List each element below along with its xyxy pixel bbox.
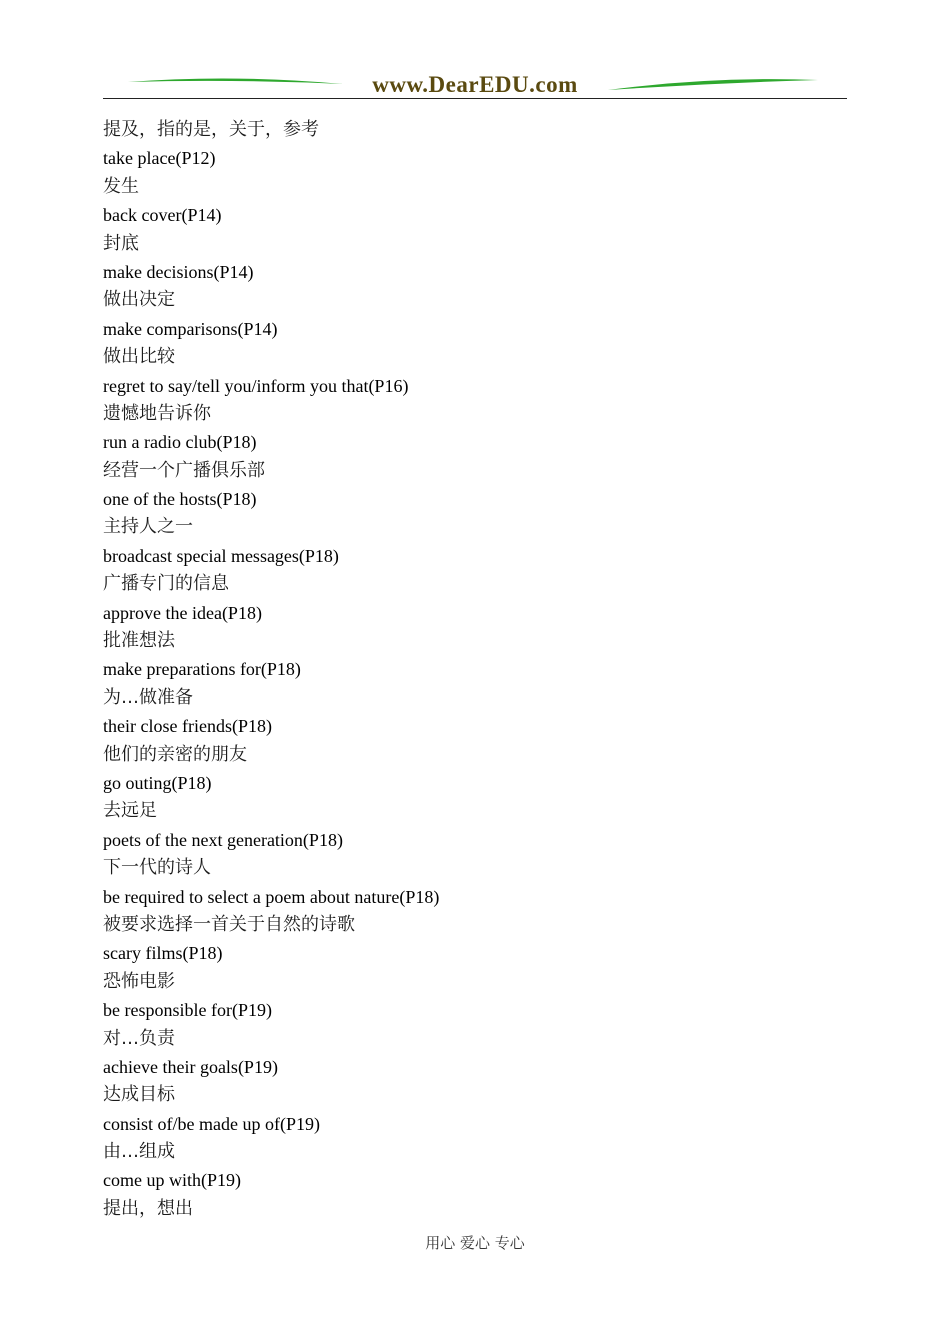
chinese-translation: 批准想法 [103, 630, 175, 652]
chinese-translation: 做出比较 [103, 346, 175, 368]
english-phrase: regret to say/tell you/inform you that(P16) [103, 375, 409, 396]
chinese-translation: 下一代的诗人 [103, 857, 211, 879]
english-phrase: be required to select a poem about nature(P18) [103, 886, 440, 907]
chinese-translation: 对…负责 [103, 1027, 175, 1049]
english-phrase: scary films(P18) [103, 943, 223, 964]
english-phrase: run a radio club(P18) [103, 432, 257, 453]
page-header [103, 70, 847, 100]
english-phrase: poets of the next generation(P18) [103, 829, 343, 850]
english-phrase: consist of/be made up of(P19) [103, 1113, 320, 1134]
chinese-translation: 提及，指的是，关于，参考 [103, 119, 319, 140]
chinese-translation: 由…组成 [103, 1141, 175, 1163]
english-phrase: be responsible for(P19) [103, 1000, 272, 1021]
english-phrase: make decisions(P14) [103, 261, 254, 282]
english-phrase: go outing(P18) [103, 772, 212, 793]
english-phrase: come up with(P19) [103, 1170, 241, 1191]
chinese-translation: 他们的亲密的朋友 [103, 743, 247, 765]
english-phrase: make preparations for(P18) [103, 659, 301, 680]
english-phrase: achieve their goals(P19) [103, 1056, 278, 1077]
chinese-translation: 广播专门的信息 [103, 573, 229, 595]
chinese-translation: 经营一个广播俱乐部 [103, 459, 265, 481]
english-phrase: make comparisons(P14) [103, 318, 278, 339]
site-logo-text: www.DearEDU.com [372, 72, 578, 97]
vocabulary-list [103, 116, 847, 1223]
chinese-translation: 去远足 [103, 800, 157, 822]
chinese-translation: 为…做准备 [103, 686, 193, 708]
page-footer: 用心 爱心 专心 [425, 1234, 525, 1252]
chinese-translation: 封底 [103, 232, 139, 254]
english-phrase: back cover(P14) [103, 205, 222, 226]
chinese-translation: 达成目标 [103, 1084, 175, 1106]
chinese-translation: 被要求选择一首关于自然的诗歌 [103, 913, 355, 935]
chinese-translation: 主持人之一 [103, 516, 193, 538]
chinese-translation: 恐怖电影 [103, 970, 175, 992]
english-phrase: their close friends(P18) [103, 716, 272, 737]
english-phrase: take place(P12) [103, 148, 216, 169]
chinese-translation: 发生 [103, 175, 139, 197]
chinese-translation: 提出，想出 [103, 1197, 193, 1219]
chinese-translation: 遗憾地告诉你 [103, 402, 211, 424]
english-phrase: one of the hosts(P18) [103, 489, 257, 510]
chinese-translation: 做出决定 [103, 289, 175, 311]
english-phrase: broadcast special messages(P18) [103, 545, 339, 566]
english-phrase: approve the idea(P18) [103, 602, 262, 623]
header-divider [103, 98, 847, 99]
